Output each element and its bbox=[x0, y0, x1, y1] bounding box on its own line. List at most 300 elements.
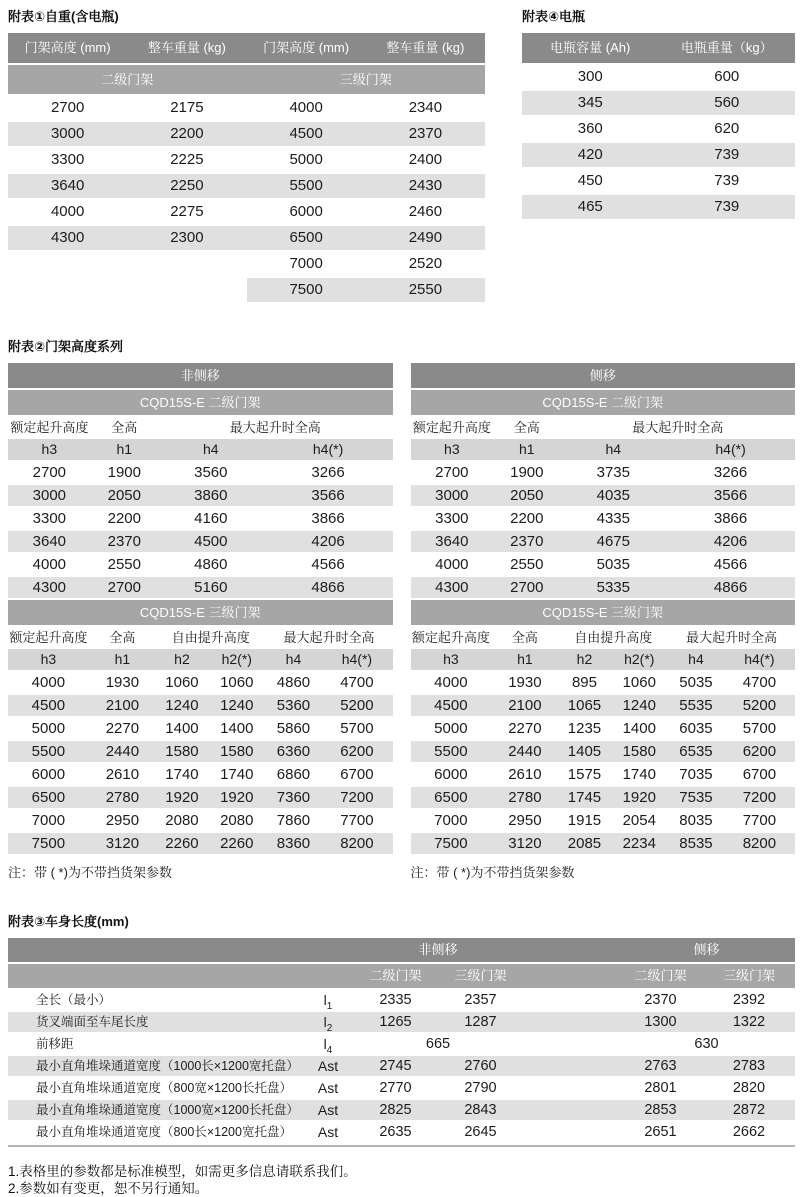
cell: 560 bbox=[714, 94, 740, 111]
mast-symbol-row bbox=[411, 439, 796, 460]
cell: 5360 bbox=[276, 697, 311, 714]
mast-measure-header-row bbox=[8, 417, 393, 439]
cell: 2550 bbox=[510, 556, 544, 573]
cell: 3000 bbox=[32, 487, 67, 504]
cell: 1300 bbox=[644, 1014, 677, 1030]
symbol-cell: h4 bbox=[285, 651, 302, 667]
spacer bbox=[8, 938, 353, 962]
symbol-cell: h3 bbox=[444, 441, 460, 457]
cell: 7000 bbox=[434, 812, 468, 829]
table2-title: 附表②门架高度系列 bbox=[8, 339, 124, 354]
cell: 3566 bbox=[311, 487, 345, 504]
cell: 620 bbox=[714, 120, 740, 137]
table1-self-weight-grid bbox=[8, 33, 485, 302]
mast-group-header: 三级门架 bbox=[722, 968, 775, 983]
cell: 2700 bbox=[107, 579, 141, 596]
mast-data-row bbox=[411, 695, 796, 716]
mast-data-row bbox=[8, 718, 393, 739]
column-header: 电瓶重量（kg） bbox=[680, 40, 773, 55]
top-tables-row bbox=[8, 6, 795, 304]
table1-data-row bbox=[8, 200, 485, 224]
cell: 6535 bbox=[679, 743, 713, 760]
cell: 2050 bbox=[107, 487, 141, 504]
cell: 2550 bbox=[107, 556, 141, 573]
cell: 1240 bbox=[220, 697, 254, 714]
mast-model-band: CQD15S-E 三级门架 bbox=[8, 600, 393, 625]
table3-body-length-grid bbox=[8, 938, 795, 1147]
cell: 2400 bbox=[408, 151, 443, 168]
cell: 7035 bbox=[679, 766, 713, 783]
table3-data-row bbox=[8, 1122, 795, 1142]
row-symbol: $l_1$ bbox=[323, 992, 333, 1010]
cell: 1240 bbox=[165, 697, 199, 714]
cell: 4566 bbox=[311, 556, 345, 573]
cell: 4675 bbox=[596, 533, 630, 550]
cell: 6000 bbox=[31, 766, 66, 783]
cell: 7535 bbox=[679, 789, 713, 806]
table4-header-row bbox=[522, 33, 795, 63]
mast-data-row bbox=[8, 508, 393, 529]
measure-header: 最大起升时全高 bbox=[229, 420, 321, 435]
mast-model-band: CQD15S-E 二级门架 bbox=[8, 390, 393, 415]
row-symbol: $l_4$ bbox=[323, 1036, 333, 1054]
cell: 3735 bbox=[596, 464, 630, 481]
table4-data-row bbox=[522, 91, 795, 115]
cell: 2270 bbox=[105, 720, 140, 737]
cell: 4160 bbox=[194, 510, 228, 527]
table1-data-row bbox=[8, 174, 485, 198]
mast-data-row bbox=[8, 554, 393, 575]
mast-data-row bbox=[411, 672, 796, 693]
cell: 5700 bbox=[340, 720, 374, 737]
cell: 6200 bbox=[742, 743, 777, 760]
cell: 5160 bbox=[194, 579, 228, 596]
row-symbol: $l_2$ bbox=[323, 1014, 333, 1032]
cell: 3000 bbox=[8, 122, 127, 146]
measure-header: 最大起升时全高 bbox=[686, 630, 778, 645]
variant-band-label: 侧移 bbox=[693, 942, 720, 957]
cell: 1287 bbox=[464, 1014, 497, 1030]
row-symbol: Ast bbox=[317, 1124, 339, 1140]
cell: 4035 bbox=[596, 487, 630, 504]
cell: 2080 bbox=[220, 812, 254, 829]
mast-note: 注：带 ( *)为不带挡货架参数 bbox=[410, 865, 575, 880]
cell: 1400 bbox=[622, 720, 656, 737]
table4-data-row bbox=[522, 143, 795, 167]
cell: 7860 bbox=[276, 812, 311, 829]
symbol-cell: h4(*) bbox=[744, 651, 775, 667]
cell: 4000 bbox=[289, 99, 323, 116]
symbol-cell: h4 bbox=[688, 651, 704, 667]
table3-data-row bbox=[8, 990, 795, 1010]
cell-span: 630 bbox=[694, 1036, 719, 1052]
measure-header: 最大起升时全高 bbox=[632, 420, 724, 435]
mast-data-row bbox=[411, 787, 796, 808]
cell: 7200 bbox=[340, 789, 374, 806]
cell: 2760 bbox=[464, 1058, 497, 1074]
mast-data-row bbox=[411, 764, 796, 785]
table3-mast-group-row bbox=[8, 964, 795, 988]
mast-group-header: 二级门架 bbox=[101, 72, 154, 87]
cell: 2700 bbox=[510, 579, 544, 596]
cell: 7700 bbox=[742, 812, 777, 829]
mast-variant-band: 侧移 bbox=[411, 363, 796, 388]
cell: 895 bbox=[571, 674, 597, 691]
empty-cell bbox=[8, 252, 127, 276]
cell: 4300 bbox=[8, 226, 127, 250]
mast-data-row bbox=[8, 577, 393, 598]
cell: 1580 bbox=[220, 743, 254, 760]
cell: 2763 bbox=[644, 1058, 677, 1074]
measure-header: 额定起升高度 bbox=[10, 420, 89, 435]
measure-header: 额定起升高度 bbox=[412, 420, 491, 435]
cell: 1405 bbox=[567, 743, 602, 760]
cell: 2872 bbox=[732, 1102, 766, 1118]
cell: 5500 bbox=[31, 743, 66, 760]
cell: 3300 bbox=[435, 510, 469, 527]
cell: 2440 bbox=[105, 743, 140, 760]
table1-mast-group-row bbox=[8, 65, 485, 94]
cell: 5000 bbox=[31, 720, 66, 737]
symbol-cell: h1 bbox=[116, 441, 133, 457]
cell: 2700 bbox=[50, 99, 85, 116]
cell: 2745 bbox=[379, 1058, 412, 1074]
cell: 2392 bbox=[732, 992, 766, 1008]
mast-note: 注：带 ( *)为不带挡货架参数 bbox=[8, 865, 172, 880]
cell: 5500 bbox=[247, 174, 366, 198]
cell: 2430 bbox=[366, 174, 485, 198]
mast-data-row bbox=[8, 485, 393, 506]
cell: 1920 bbox=[220, 789, 254, 806]
table3-variant-band-row bbox=[8, 938, 795, 962]
cell: 2054 bbox=[622, 812, 656, 829]
cell: 2700 bbox=[32, 464, 67, 481]
cell: 739 bbox=[714, 146, 740, 163]
mast-measure-header-row bbox=[8, 627, 393, 649]
cell: 1900 bbox=[107, 464, 141, 481]
cell: 5000 bbox=[289, 151, 323, 168]
cell: 2635 bbox=[379, 1124, 412, 1140]
cell: 4866 bbox=[713, 579, 748, 596]
cell: 2950 bbox=[508, 812, 542, 829]
cell: 4700 bbox=[340, 674, 374, 691]
mast-symbol-row bbox=[8, 649, 393, 670]
cell: 3866 bbox=[713, 510, 748, 527]
cell: 4000 bbox=[31, 674, 66, 691]
table3-title: 附表③车身长度(mm) bbox=[8, 914, 129, 929]
column-header: 门架高度 (mm) bbox=[263, 40, 350, 55]
cell: 2662 bbox=[732, 1124, 766, 1140]
symbol-cell: h3 bbox=[41, 441, 58, 457]
row-symbol: Ast bbox=[317, 1080, 339, 1096]
cell: 8200 bbox=[742, 835, 777, 852]
empty-cell bbox=[127, 278, 246, 302]
mast-data-row bbox=[411, 577, 796, 598]
mast-data-row bbox=[8, 672, 393, 693]
mast-group-header: 二级门架 bbox=[369, 968, 422, 983]
cell: 4860 bbox=[194, 556, 228, 573]
table4-data-row bbox=[522, 169, 795, 193]
cell: 7000 bbox=[289, 255, 323, 272]
measure-header: 额定起升高度 bbox=[411, 630, 490, 645]
row-label: 最小直角堆垛通道宽度（1000宽×1200长托盘） bbox=[36, 1103, 299, 1117]
row-symbol: Ast bbox=[317, 1102, 339, 1118]
cell: 7500 bbox=[247, 278, 366, 302]
mast-data-row bbox=[8, 462, 393, 483]
column-header: 电瓶容量 (Ah) bbox=[550, 40, 631, 55]
cell: 1920 bbox=[622, 789, 656, 806]
cell: 2175 bbox=[170, 99, 204, 116]
cell: 465 bbox=[577, 198, 603, 215]
cell: 3866 bbox=[311, 510, 345, 527]
cell: 1920 bbox=[165, 789, 199, 806]
cell: 1400 bbox=[220, 720, 254, 737]
cell: 3266 bbox=[713, 464, 748, 481]
spacer bbox=[8, 964, 353, 988]
cell: 8200 bbox=[340, 835, 374, 852]
cell: 1740 bbox=[622, 766, 656, 783]
mast-data-row bbox=[8, 787, 393, 808]
symbol-cell: h3 bbox=[443, 651, 459, 667]
cell: 3266 bbox=[311, 464, 345, 481]
cell: 2825 bbox=[379, 1102, 412, 1118]
row-symbol-subscript: 4 bbox=[326, 1044, 333, 1054]
table1-data-row bbox=[8, 252, 485, 276]
cell: 5200 bbox=[340, 697, 374, 714]
row-symbol-subscript: 1 bbox=[326, 1000, 333, 1010]
table4-data-row bbox=[522, 117, 795, 141]
cell: 2610 bbox=[508, 766, 542, 783]
cell: 2950 bbox=[105, 812, 140, 829]
row-label: 前移距 bbox=[36, 1037, 74, 1051]
cell: 1060 bbox=[165, 674, 199, 691]
cell: 2520 bbox=[408, 255, 443, 272]
mast-data-row bbox=[8, 764, 393, 785]
cell: 6500 bbox=[31, 789, 66, 806]
measure-header: 全高 bbox=[511, 630, 538, 645]
table4-data-row bbox=[522, 195, 795, 219]
cell: 6000 bbox=[434, 766, 468, 783]
table-battery bbox=[522, 6, 795, 221]
cell: 2820 bbox=[732, 1080, 766, 1096]
measure-header: 全高 bbox=[111, 420, 138, 435]
cell: 2200 bbox=[107, 510, 141, 527]
symbol-cell: h1 bbox=[519, 441, 535, 457]
cell: 2100 bbox=[105, 697, 140, 714]
cell: 739 bbox=[714, 198, 740, 215]
measure-header: 额定起升高度 bbox=[9, 630, 88, 645]
measure-header: 自由提升高度 bbox=[171, 630, 250, 645]
symbol-cell: h2 bbox=[174, 651, 190, 667]
mast-data-row bbox=[411, 462, 796, 483]
mast-tables-row bbox=[8, 363, 795, 881]
cell: 450 bbox=[577, 172, 603, 189]
cell: 2370 bbox=[510, 533, 544, 550]
cell: 2335 bbox=[379, 992, 412, 1008]
column-header: 门架高度 (mm) bbox=[24, 40, 111, 55]
cell: 3300 bbox=[32, 510, 67, 527]
cell: 1575 bbox=[567, 766, 602, 783]
mast-data-row bbox=[411, 485, 796, 506]
cell: 8035 bbox=[679, 812, 713, 829]
mast-variant-band: 非侧移 bbox=[8, 363, 393, 388]
cell: 2200 bbox=[510, 510, 544, 527]
cell: 2853 bbox=[644, 1102, 677, 1118]
cell: 2843 bbox=[464, 1102, 497, 1118]
cell: 2370 bbox=[644, 992, 677, 1008]
cell: 2234 bbox=[622, 835, 656, 852]
table3-bottom-rule bbox=[8, 1145, 795, 1147]
symbol-cell: h1 bbox=[517, 651, 533, 667]
mast-data-row bbox=[411, 531, 796, 552]
cell: 1930 bbox=[105, 674, 140, 691]
cell: 1235 bbox=[567, 720, 602, 737]
table1-data-row bbox=[8, 148, 485, 172]
cell: 4000 bbox=[434, 674, 468, 691]
table4-battery-grid bbox=[522, 33, 795, 219]
cell: 2340 bbox=[408, 99, 443, 116]
mast-data-row bbox=[8, 810, 393, 831]
cell: 6000 bbox=[289, 203, 323, 220]
cell: 6500 bbox=[434, 789, 468, 806]
column-header: 整车重量 (kg) bbox=[147, 40, 226, 55]
table-self-weight bbox=[8, 6, 485, 304]
cell: 2801 bbox=[644, 1080, 677, 1096]
cell: 1900 bbox=[510, 464, 544, 481]
cell: 2100 bbox=[508, 697, 542, 714]
cell: 6700 bbox=[742, 766, 777, 783]
cell: 5200 bbox=[742, 697, 777, 714]
table1-data-row bbox=[8, 226, 485, 250]
symbol-cell: h4(*) bbox=[715, 441, 746, 457]
symbol-cell: h2 bbox=[576, 651, 593, 667]
table1-title: 附表①自重(含电瓶) bbox=[8, 9, 119, 24]
symbol-cell: h2(*) bbox=[624, 651, 655, 667]
cell: 3640 bbox=[435, 533, 469, 550]
row-label: 最小直角堆垛通道宽度（800宽×1200长托盘） bbox=[36, 1081, 292, 1095]
mast-data-row bbox=[8, 531, 393, 552]
measure-header: 全高 bbox=[109, 630, 136, 645]
cell: 2783 bbox=[732, 1058, 766, 1074]
cell: 7700 bbox=[340, 812, 374, 829]
row-label: 全长（最小） bbox=[36, 993, 112, 1007]
table4-title: 附表④电瓶 bbox=[522, 9, 586, 24]
mast-data-row bbox=[411, 554, 796, 575]
cell: 2250 bbox=[127, 174, 246, 198]
cell: 1065 bbox=[567, 697, 602, 714]
cell: 4000 bbox=[50, 203, 85, 220]
mast-data-row bbox=[411, 718, 796, 739]
cell: 3860 bbox=[194, 487, 228, 504]
cell: 1240 bbox=[622, 697, 656, 714]
cell: 2300 bbox=[127, 226, 246, 250]
cell: 5000 bbox=[434, 720, 468, 737]
cell: 5500 bbox=[434, 743, 468, 760]
cell: 1400 bbox=[165, 720, 199, 737]
cell: 1930 bbox=[508, 674, 542, 691]
cell: 1580 bbox=[165, 743, 199, 760]
cell: 3640 bbox=[32, 533, 67, 550]
cell: 2260 bbox=[220, 835, 254, 852]
mast-model-band: CQD15S-E 二级门架 bbox=[411, 390, 796, 415]
cell: 3566 bbox=[713, 487, 748, 504]
table1-data-row bbox=[8, 96, 485, 120]
cell: 2780 bbox=[508, 789, 542, 806]
table1-header-row bbox=[8, 33, 485, 63]
table1-data-row bbox=[8, 278, 485, 302]
cell: 5035 bbox=[679, 674, 713, 691]
cell: 4860 bbox=[276, 674, 311, 691]
cell: 7500 bbox=[434, 835, 468, 852]
cell: 4866 bbox=[311, 579, 345, 596]
cell: 739 bbox=[714, 172, 740, 189]
footnotes bbox=[8, 1163, 795, 1197]
cell: 3560 bbox=[194, 464, 228, 481]
cell: 600 bbox=[714, 68, 740, 85]
symbol-cell: h4(*) bbox=[341, 651, 373, 667]
cell: 345 bbox=[577, 94, 603, 111]
cell: 4300 bbox=[435, 579, 469, 596]
cell: 4000 bbox=[32, 556, 67, 573]
cell: 4206 bbox=[311, 533, 345, 550]
table4-data-row bbox=[522, 65, 795, 89]
cell: 5860 bbox=[276, 720, 311, 737]
cell: 360 bbox=[577, 120, 603, 137]
row-symbol-subscript: 2 bbox=[326, 1022, 333, 1032]
cell: 2370 bbox=[107, 533, 141, 550]
mast-measure-header-row bbox=[411, 417, 796, 439]
cell: 2780 bbox=[105, 789, 140, 806]
cell: 2200 bbox=[127, 122, 246, 146]
cell: 3000 bbox=[435, 487, 469, 504]
cell: 7000 bbox=[31, 812, 66, 829]
cell: 2270 bbox=[508, 720, 542, 737]
cell: 7500 bbox=[31, 835, 66, 852]
cell: 4566 bbox=[713, 556, 748, 573]
cell: 2440 bbox=[508, 743, 542, 760]
table1-data-row bbox=[8, 122, 485, 146]
mast-data-row bbox=[411, 810, 796, 831]
cell: 6360 bbox=[276, 743, 311, 760]
cell: 3640 bbox=[8, 174, 127, 198]
cell: 4206 bbox=[713, 533, 748, 550]
table3-data-row bbox=[8, 1056, 795, 1076]
cell: 2050 bbox=[510, 487, 544, 504]
cell: 1060 bbox=[622, 674, 656, 691]
spacer bbox=[523, 938, 618, 962]
mast-model-band: CQD15S-E 三级门架 bbox=[411, 600, 796, 625]
footnote-2: 2.参数如有变更，恕不另行通知。 bbox=[8, 1181, 209, 1196]
cell: 1740 bbox=[165, 766, 199, 783]
cell: 8360 bbox=[276, 835, 311, 852]
mast-data-row bbox=[8, 741, 393, 762]
cell: 6860 bbox=[276, 766, 311, 783]
row-label: 货叉端面至车尾长度 bbox=[36, 1015, 149, 1029]
footnote-1: 1.表格里的参数都是标准模型，如需更多信息请联系我们。 bbox=[8, 1164, 357, 1179]
cell: 2460 bbox=[408, 203, 443, 220]
cell: 3300 bbox=[50, 151, 85, 168]
cell: 4500 bbox=[434, 697, 468, 714]
cell: 2085 bbox=[567, 835, 602, 852]
table-mast-non-sideshift bbox=[8, 363, 393, 881]
cell: 1740 bbox=[220, 766, 254, 783]
symbol-cell: h2(*) bbox=[221, 651, 252, 667]
mast-data-row bbox=[411, 741, 796, 762]
measure-header: 全高 bbox=[513, 420, 540, 435]
symbol-cell: h1 bbox=[114, 651, 131, 667]
cell-span: 665 bbox=[425, 1036, 451, 1052]
cell: 7200 bbox=[742, 789, 777, 806]
